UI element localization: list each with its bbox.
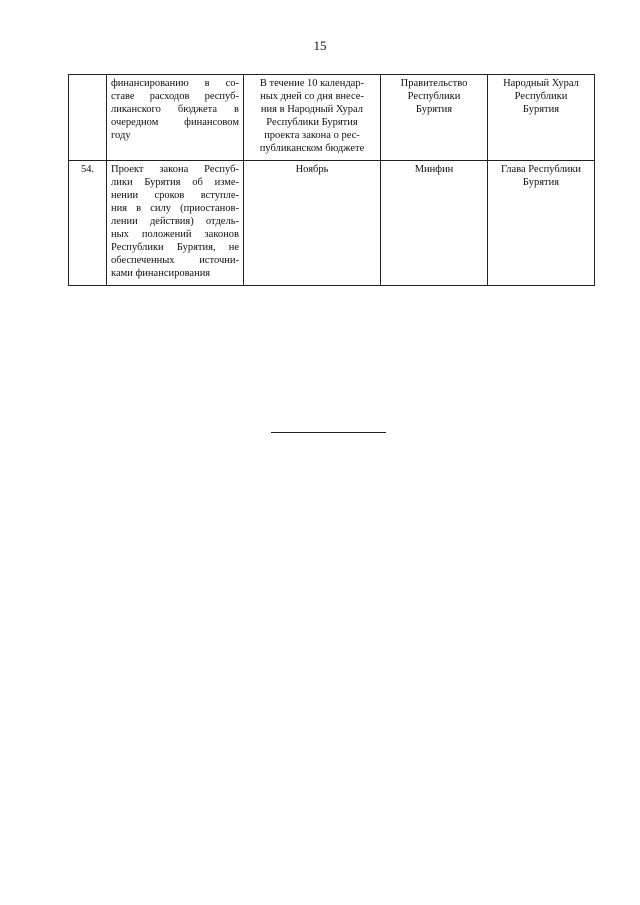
row-number-cell: 54. — [69, 161, 107, 286]
term-line: проекта закона о рес- — [264, 130, 360, 141]
row-number-cell — [69, 75, 107, 161]
submitter-cell — [488, 75, 595, 161]
term-cell — [244, 161, 381, 286]
executor-cell — [381, 75, 488, 161]
table-row — [69, 75, 595, 161]
description-line: финансированию в со- — [111, 78, 239, 89]
description-line: ликанского бюджета в — [111, 104, 239, 115]
term-line: ния в Народный Хурал — [260, 104, 364, 115]
submitter-line: Бурятия — [522, 177, 560, 188]
description-line: Проект закона Респуб- — [111, 164, 239, 175]
term-line: Республики Бурятия — [266, 117, 358, 128]
table-row — [69, 161, 595, 286]
plan-table — [68, 74, 595, 286]
executor-line: Минфин — [414, 164, 454, 175]
description-line: нении сроков вступле- — [111, 190, 239, 201]
description-cell — [107, 161, 244, 286]
description-line: ставе расходов респуб- — [111, 91, 239, 102]
description-line: ных положений законов — [111, 229, 239, 240]
description-line: году — [111, 130, 131, 141]
executor-line: Республики — [407, 91, 461, 102]
submitter-line: Республики — [514, 91, 568, 102]
term-line: Ноябрь — [295, 164, 329, 175]
description-line: обеспеченных источни- — [111, 255, 239, 266]
term-line: публиканском бюджете — [259, 143, 365, 154]
description-line: ками финансирования — [111, 268, 211, 279]
description-line: Республики Бурятия, не — [111, 242, 239, 253]
description-line: ния в силу (приостанов- — [111, 203, 239, 214]
term-line: ных дней со дня внесе- — [260, 91, 364, 102]
closing-divider — [271, 432, 386, 433]
executor-line: Бурятия — [415, 104, 453, 115]
submitter-line: Бурятия — [522, 104, 560, 115]
description-line: очередном финансовом — [111, 117, 239, 128]
executor-cell — [381, 161, 488, 286]
executor-line: Правительство — [400, 78, 468, 89]
term-line: В течение 10 календар- — [259, 78, 365, 89]
description-line: лики Бурятия об изме- — [111, 177, 239, 188]
description-line: лении действия) отдель- — [111, 216, 239, 227]
description-cell — [107, 75, 244, 161]
submitter-line: Глава Республики — [501, 164, 581, 175]
page-number: 15 — [313, 38, 327, 53]
submitter-line: Народный Хурал — [503, 78, 579, 89]
submitter-cell — [488, 161, 595, 286]
term-cell — [244, 75, 381, 161]
